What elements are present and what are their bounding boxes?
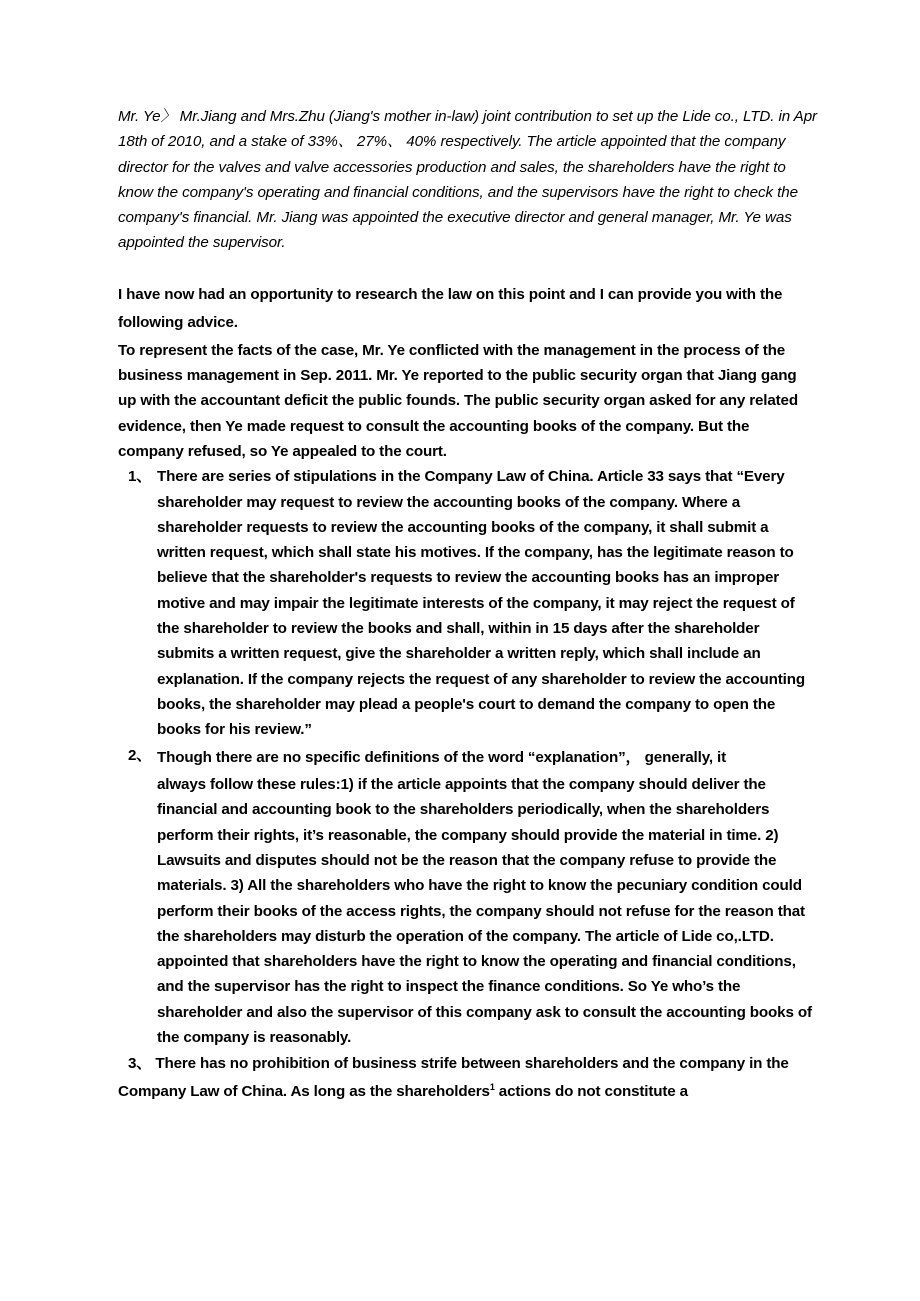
list-item-2 [118, 743, 818, 1051]
facts-paragraph: To represent the facts of the case, Mr. Ye conflicted with the management in the process of the business management in Sep. 2011. Mr. Ye reported to the public security organ that Jiang gang up with the accountant deficit the public founds. The public security organ asked for any related evidence, then Ye made request to consult the accounting books of the company. But the company refused, so Ye appealed to the court. [118, 341, 798, 460]
document-page [118, 104, 818, 1106]
list-item-1 [118, 464, 818, 742]
list-number: 3、 [128, 1055, 152, 1073]
case-background-paragraph: Mr. Ye〉 Mr.Jiang and Mrs.Zhu (Jiang's mother in-law) joint contribution to set up the Lide co., LTD. in Apr 18th of 2010, and a stake of 33%、 27%、 40% respectively. The article appointed that the company director for the valves and valve accessories production and sales, the shareholders have the right to know the company's operating and financial conditions, and the supervisors have the right to check the company's financial. Mr. Jiang was appointed the executive director and general manager, Mr. Ye was appointed the supervisor. [118, 108, 818, 252]
paragraph-spacer [118, 256, 818, 281]
list-item-text: always follow these rules:1) if the article appoints that the company should deliver the financial and accounting book to the shareholders periodically, when the shareholders perform their rights, it’s reasonable, the company should provide the material in time. 2) Lawsuits and disputes should not be the reason that the company refuse to provide the materials. 3) All the shareholders who have the right to know the pecuniary condition could perform their books of the access rights, the company should not refuse for the reason that the shareholders may disturb the operation of the company. The article of Lide co,.LTD. appointed that shareholders have the right to know the operating and financial conditions, and the supervisor has the right to inspect the finance conditions. So Ye who’s the shareholder and also the supervisor of this company ask to consult the accounting books of the company is reasonably. [157, 776, 812, 1046]
list-item-text: There has no prohibition of business strife between shareholders and the company in the Company Law of China. As long as the shareholders [118, 1055, 789, 1101]
list-number: 1、 [128, 468, 152, 486]
advice-intro-paragraph: I have now had an opportunity to research the law on this point and I can provide you with the following advice. [118, 285, 783, 332]
footnote-marker[interactable]: 1 [489, 1082, 495, 1093]
list-number: 2、 [128, 746, 152, 764]
list-item-text-continued: actions do not constitute a [494, 1083, 688, 1101]
list-item-text: There are series of stipulations in the Company Law of China. Article 33 says that “Every shareholder may request to review the accounting books of the company. Where a shareholder requests to review the accounting books of the company, it shall submit a written request, which shall state his motives. If the company, has the legitimate reason to believe that the shareholder's requests to review the accounting books has an improper motive and may impair the legitimate interests of the company, it may reject the request of the shareholder to review the books and shall, within in 15 days after the shareholder submits a written request, give the shareholder a written reply, which shall include an explanation. If the company rejects the request of any shareholder to review the accounting books, the shareholder may plead a people's court to demand the company to open the books for his review.” [157, 468, 806, 739]
list-item-3 [118, 1050, 818, 1106]
list-item-first-line: Though there are no specific definitions of the word “explanation”， generally, it [157, 748, 726, 766]
